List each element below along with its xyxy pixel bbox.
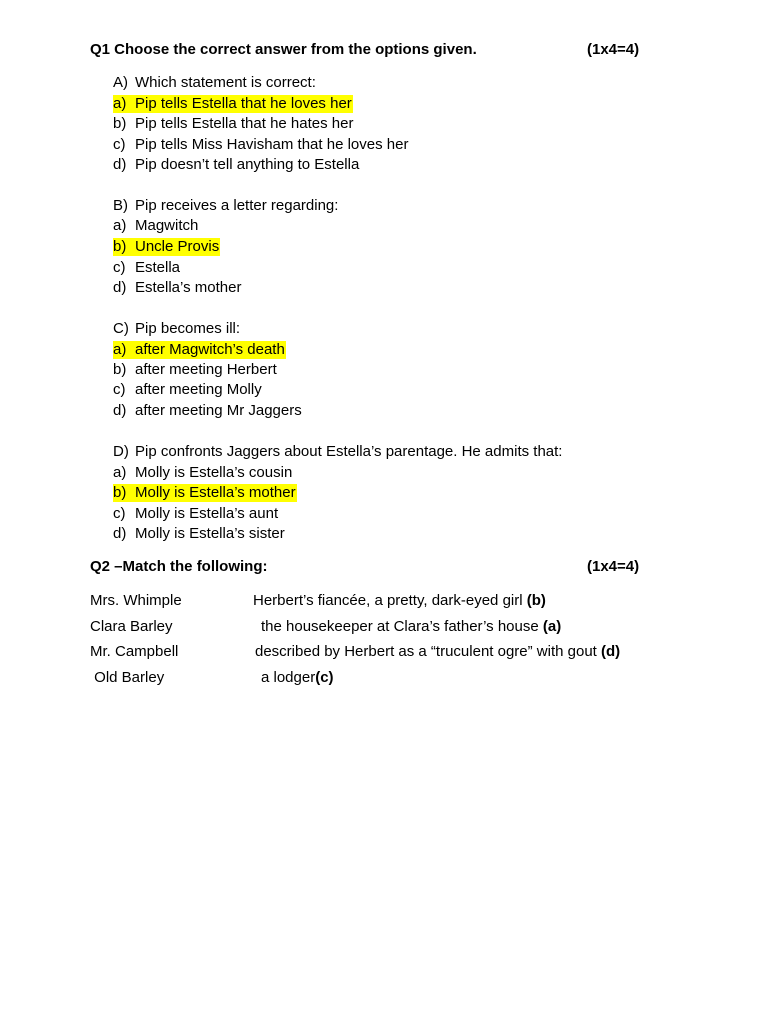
option-text: Magwitch	[135, 217, 199, 234]
option-label: b)	[113, 238, 127, 255]
option-label: a)	[113, 464, 127, 481]
option-text: Molly is Estella’s sister	[135, 525, 285, 542]
q1-marks: (1x4=4)	[587, 41, 640, 58]
match-description: Herbert’s fiancée, a pretty, dark-eyed girl	[253, 592, 527, 609]
match-right-item	[255, 642, 620, 662]
option-text: Estella’s mother	[135, 279, 242, 296]
option-label: c)	[113, 381, 126, 398]
question-label: B)	[113, 197, 128, 214]
option-text: after meeting Mr Jaggers	[135, 402, 302, 419]
match-left-item: Old Barley	[90, 669, 165, 686]
option-text: Estella	[135, 259, 181, 276]
option-label: c)	[113, 259, 126, 276]
match-left-item: Mrs. Whimple	[90, 592, 182, 609]
option-text: Pip tells Estella that he hates her	[135, 115, 354, 132]
q1-heading	[90, 40, 640, 60]
option-text: after meeting Molly	[135, 381, 262, 398]
option-label: c)	[113, 505, 126, 522]
question-stem: Pip confronts Jaggers about Estella’s parentage. He admits that:	[135, 443, 563, 460]
q2-heading	[90, 557, 640, 577]
question-label: C)	[113, 320, 129, 337]
match-answer: (d)	[601, 643, 621, 660]
option-text: Molly is Estella’s aunt	[135, 505, 279, 522]
option-text: after meeting Herbert	[135, 361, 277, 378]
option-text: Molly is Estella’s cousin	[135, 464, 293, 481]
match-left-item: Mr. Campbell	[90, 643, 179, 660]
match-answer: (a)	[542, 618, 562, 635]
match-description: the housekeeper at Clara’s father’s house	[261, 618, 543, 635]
option-label: d)	[113, 279, 127, 296]
option-label: c)	[113, 136, 126, 153]
option-text: Pip tells Miss Havisham that he loves her	[135, 136, 409, 153]
q2-title: Q2 –Match the following:	[90, 558, 268, 575]
match-description: a lodger	[261, 669, 316, 686]
match-left-item: Clara Barley	[90, 618, 173, 635]
match-answer: (c)	[315, 669, 334, 686]
option-text: Pip tells Estella that he loves her	[135, 95, 352, 112]
match-answer: (b)	[526, 592, 546, 609]
question-label: A)	[113, 74, 128, 91]
option-label: d)	[113, 525, 127, 542]
option-text: Molly is Estella’s mother	[135, 484, 296, 501]
question-stem: Pip receives a letter regarding:	[135, 197, 339, 214]
option-text: after Magwitch’s death	[135, 341, 285, 358]
option-text: Pip doesn’t tell anything to Estella	[135, 156, 360, 173]
match-right-item	[261, 668, 334, 688]
question-stem: Pip becomes ill:	[135, 320, 241, 337]
match-right-item	[253, 591, 546, 611]
option-label: a)	[113, 341, 127, 358]
match-description: described by Herbert as a “truculent ogre” with gout	[255, 643, 602, 660]
match-right-item	[261, 617, 561, 637]
option-label: b)	[113, 361, 127, 378]
option-text: Uncle Provis	[135, 238, 220, 255]
question-label: D)	[113, 443, 129, 460]
option-label: d)	[113, 156, 127, 173]
q1-title: Q1 Choose the correct answer from the options given.	[90, 41, 477, 58]
option-label: b)	[113, 484, 127, 501]
option-label: d)	[113, 402, 127, 419]
option-label: a)	[113, 217, 127, 234]
q2-marks: (1x4=4)	[587, 558, 640, 575]
question-stem: Which statement is correct:	[135, 74, 316, 91]
option-label: a)	[113, 95, 127, 112]
option-label: b)	[113, 115, 127, 132]
